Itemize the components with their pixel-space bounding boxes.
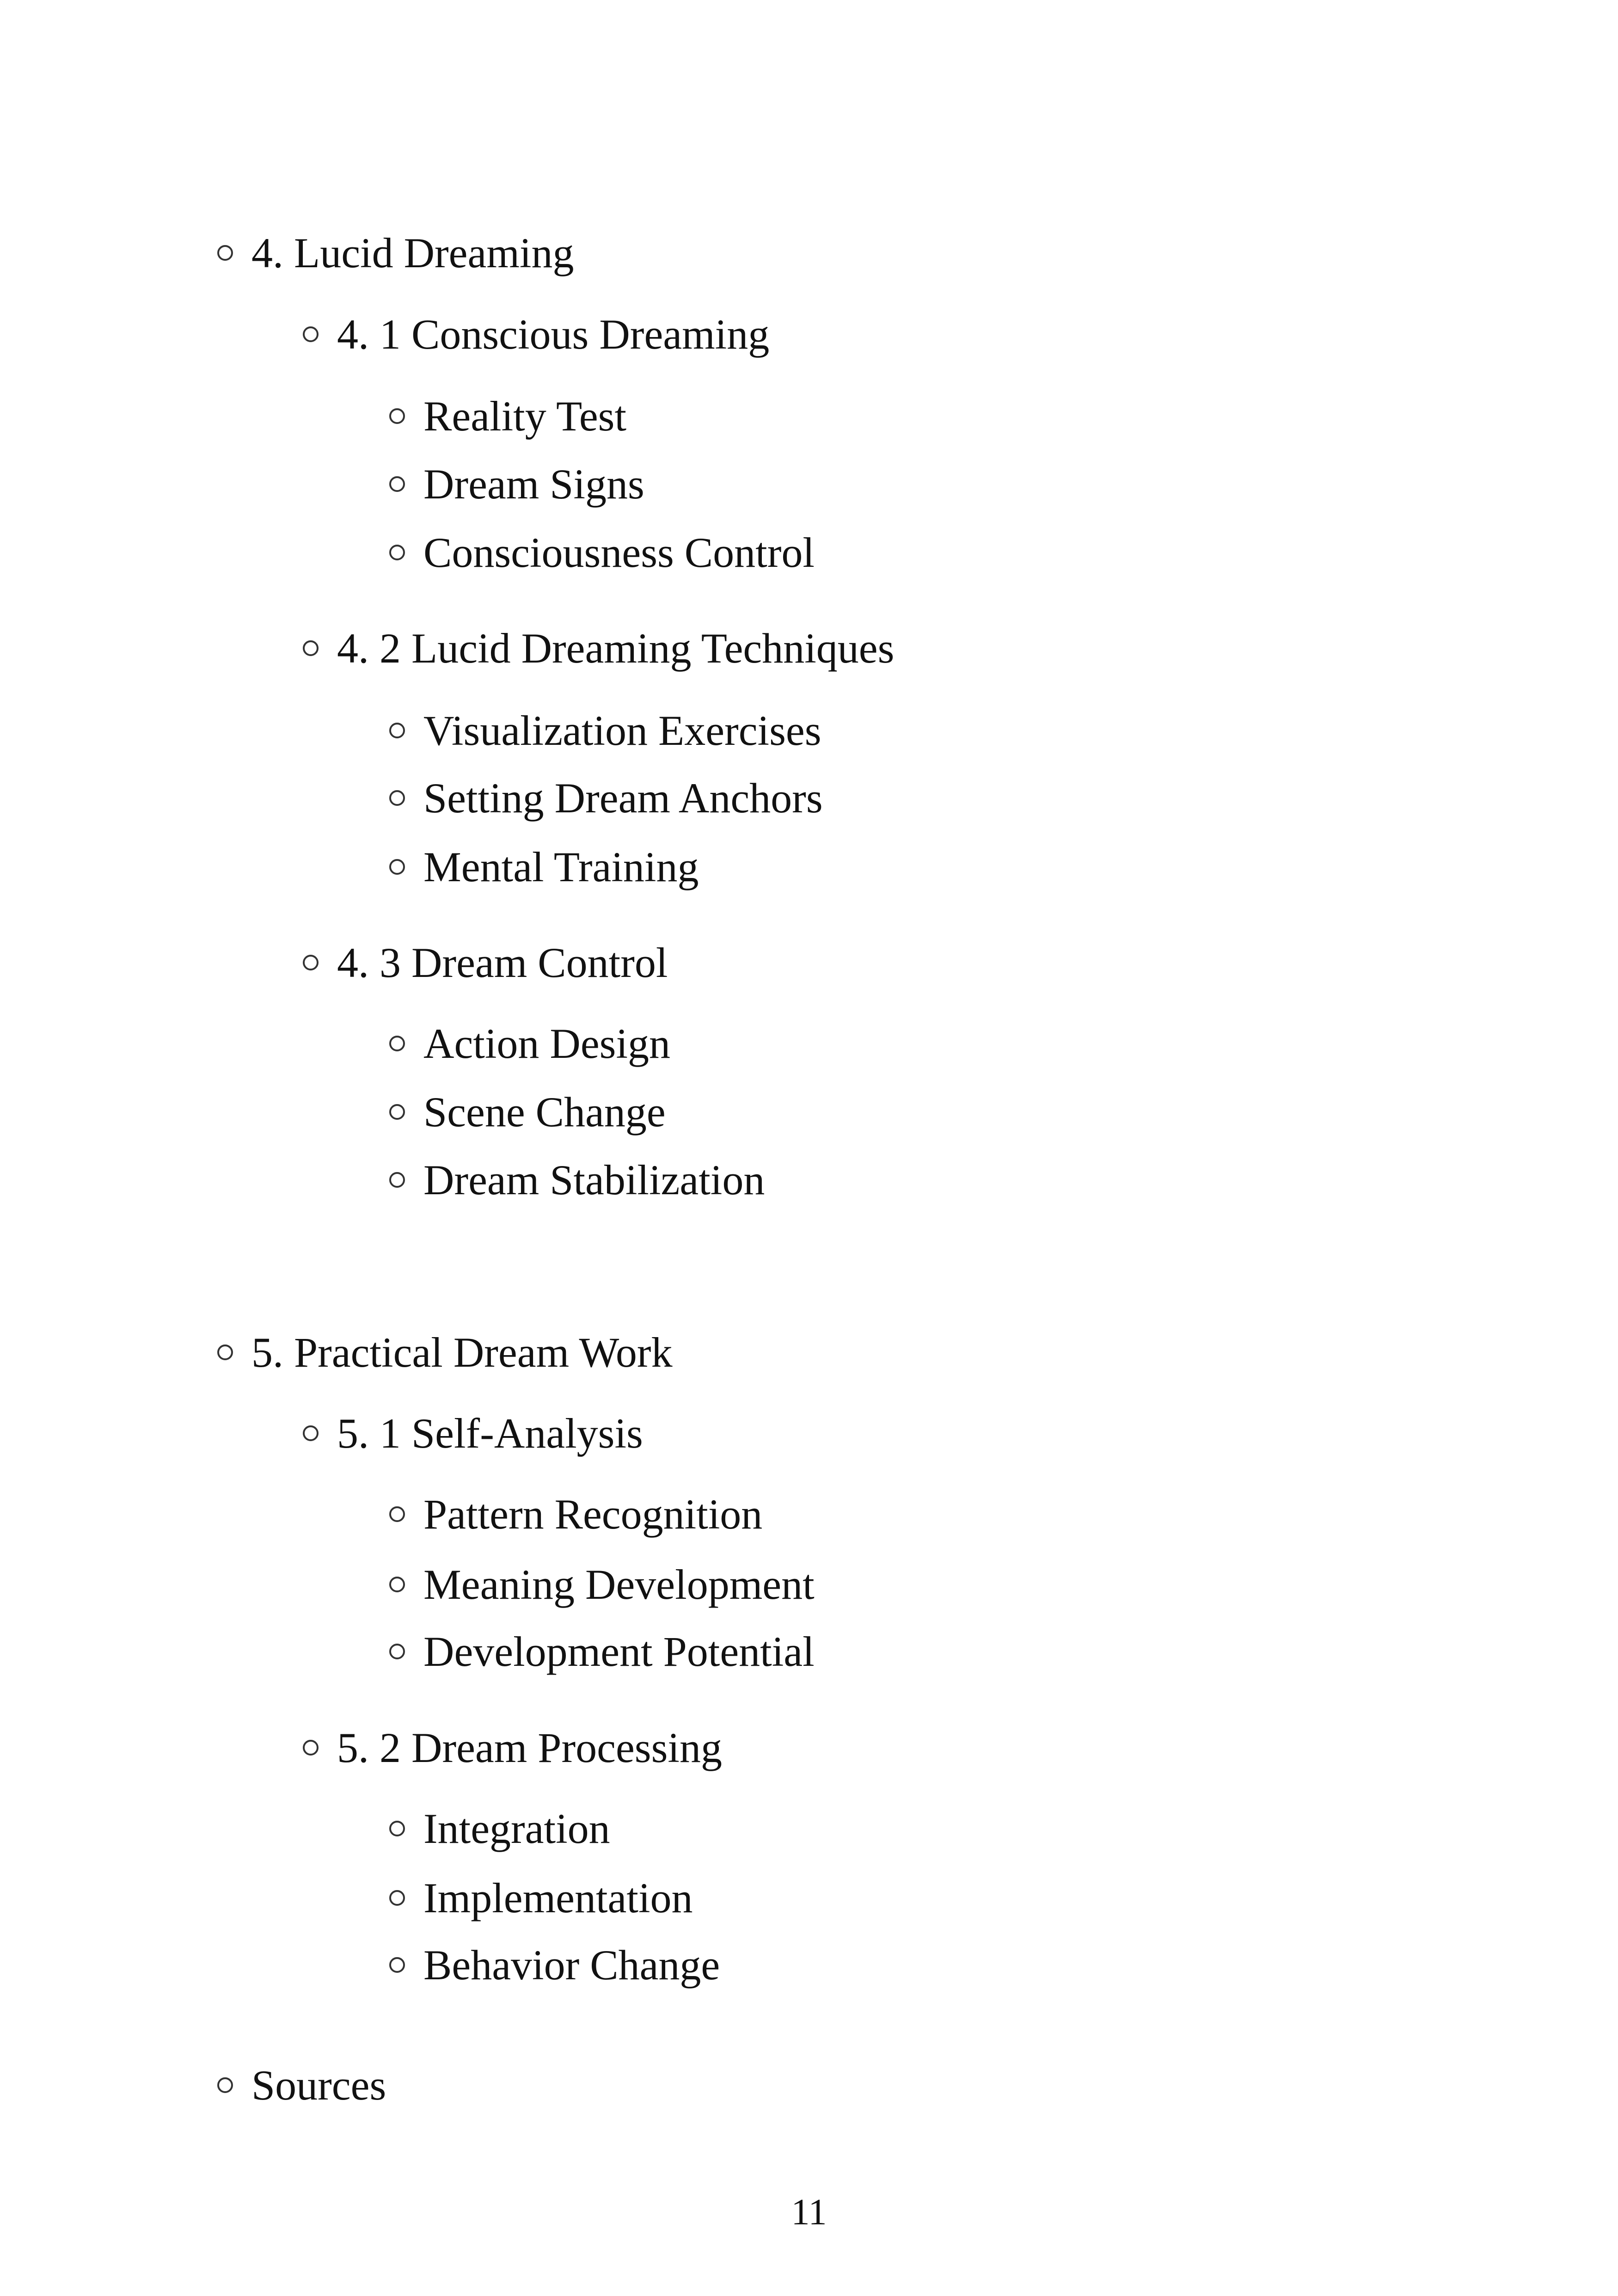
hollow-circle-bullet-icon	[389, 1104, 405, 1120]
subsection-heading: 5. 1 Self-Analysis	[337, 1410, 643, 1457]
hollow-circle-bullet-icon	[217, 245, 233, 261]
hollow-circle-bullet-icon	[389, 1957, 405, 1973]
outline-item-level-2	[303, 935, 668, 990]
hollow-circle-bullet-icon	[303, 326, 319, 342]
outline-item-level-3	[389, 525, 815, 580]
outline-entry: Visualization Exercises	[423, 707, 821, 754]
outline-item-level-3	[389, 1624, 815, 1679]
subsection-heading: 5. 2 Dream Processing	[337, 1724, 722, 1771]
outline-item-level-3	[389, 388, 626, 444]
hollow-circle-bullet-icon	[217, 2077, 233, 2093]
subsection-heading: 4. 3 Dream Control	[337, 939, 668, 986]
outline-entry: Consciousness Control	[423, 529, 815, 576]
subsection-heading: 4. 2 Lucid Dreaming Techniques	[337, 625, 895, 672]
outline-item-level-3	[389, 703, 821, 758]
hollow-circle-bullet-icon	[389, 1577, 405, 1592]
outline-item-level-3	[389, 839, 699, 895]
outline-entry: Reality Test	[423, 393, 627, 440]
hollow-circle-bullet-icon	[389, 790, 405, 806]
outline-item-level-1	[217, 2057, 386, 2113]
hollow-circle-bullet-icon	[217, 1344, 233, 1360]
outline-entry: Mental Training	[423, 843, 699, 890]
outline-entry: Scene Change	[423, 1088, 666, 1136]
outline-item-level-3	[389, 456, 644, 512]
hollow-circle-bullet-icon	[389, 1644, 405, 1659]
hollow-circle-bullet-icon	[389, 1506, 405, 1522]
outline-entry: Integration	[423, 1805, 610, 1852]
outline-entry: Meaning Development	[423, 1561, 815, 1608]
hollow-circle-bullet-icon	[389, 723, 405, 738]
outline-entry: Setting Dream Anchors	[423, 774, 823, 822]
hollow-circle-bullet-icon	[389, 476, 405, 492]
outline-entry: Implementation	[423, 1874, 693, 1922]
section-heading: 5. Practical Dream Work	[251, 1329, 673, 1376]
outline-entry: Dream Stabilization	[423, 1156, 765, 1203]
outline-item-level-1	[217, 225, 574, 281]
hollow-circle-bullet-icon	[389, 1890, 405, 1906]
outline-item-level-3	[389, 1557, 815, 1612]
hollow-circle-bullet-icon	[389, 1172, 405, 1188]
outline-entry: Development Potential	[423, 1628, 815, 1675]
outline-item-level-3	[389, 1486, 762, 1542]
hollow-circle-bullet-icon	[389, 545, 405, 560]
outline-item-level-2	[303, 1720, 722, 1775]
outline-item-level-3	[389, 1152, 765, 1208]
hollow-circle-bullet-icon	[303, 1425, 319, 1441]
outline-item-level-3	[389, 1870, 693, 1926]
section-heading: 4. Lucid Dreaming	[251, 229, 574, 276]
outline-entry: Dream Signs	[423, 460, 644, 508]
outline-item-level-1	[217, 1325, 673, 1380]
hollow-circle-bullet-icon	[389, 859, 405, 875]
outline-item-level-2	[303, 1406, 643, 1461]
outline-item-level-3	[389, 1016, 670, 1071]
outline-item-level-2	[303, 307, 769, 362]
outline-item-level-3	[389, 1084, 666, 1140]
outline-item-level-3	[389, 1801, 610, 1856]
hollow-circle-bullet-icon	[389, 1821, 405, 1836]
outline-item-level-3	[389, 770, 823, 826]
outline-item-level-2	[303, 620, 894, 676]
sources-heading: Sources	[251, 2062, 386, 2109]
hollow-circle-bullet-icon	[303, 1740, 319, 1756]
hollow-circle-bullet-icon	[389, 1036, 405, 1051]
outline-entry: Pattern Recognition	[423, 1491, 763, 1538]
page-number: 11	[791, 2192, 827, 2233]
hollow-circle-bullet-icon	[303, 640, 319, 656]
outline-entry: Action Design	[423, 1020, 671, 1067]
hollow-circle-bullet-icon	[389, 408, 405, 424]
subsection-heading: 4. 1 Conscious Dreaming	[337, 311, 770, 358]
hollow-circle-bullet-icon	[303, 955, 319, 970]
outline-entry: Behavior Change	[423, 1941, 720, 1989]
outline-item-level-3	[389, 1937, 720, 1993]
